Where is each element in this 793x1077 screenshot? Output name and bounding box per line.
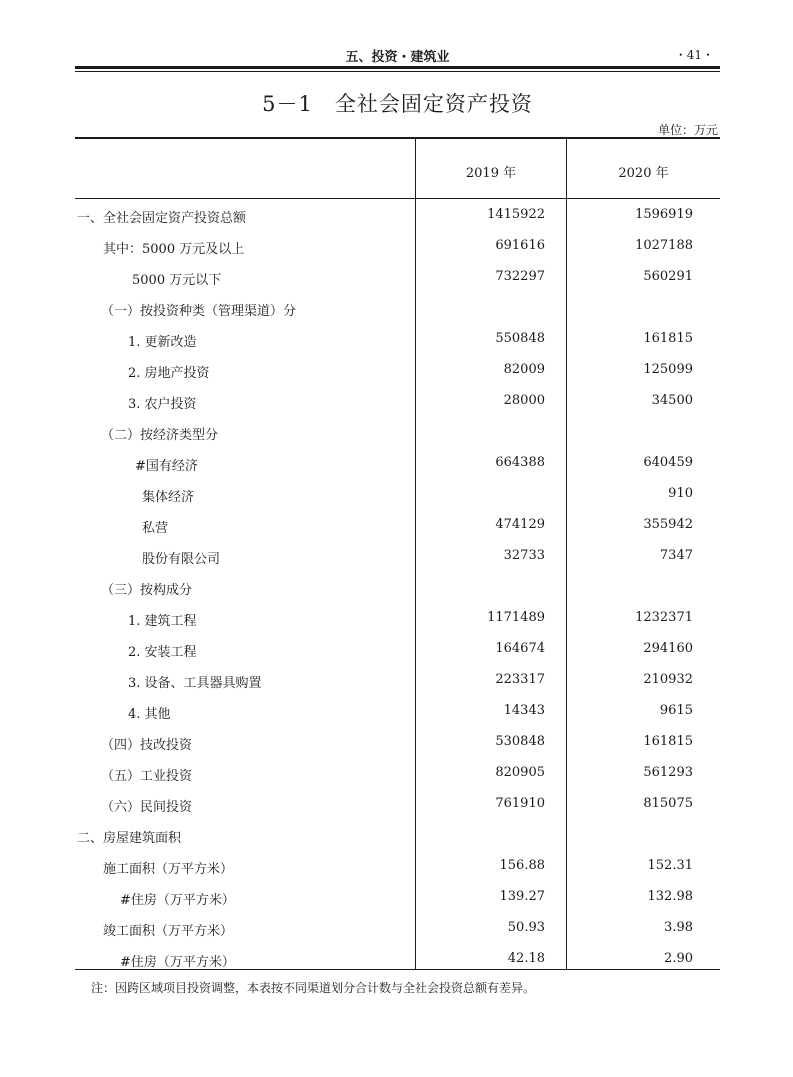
table-row	[75, 633, 720, 664]
table-row	[75, 726, 720, 757]
running-title: 五、投资・建筑业	[345, 50, 450, 65]
table-row	[75, 850, 720, 881]
row-label: （二）按经济类型分	[101, 428, 219, 443]
row-label: 2. 安装工程	[128, 645, 197, 660]
value-2019: 223317	[495, 672, 545, 687]
table-body	[75, 199, 720, 974]
value-2020: 294160	[643, 641, 693, 656]
row-label: 其中：5000 万元及以上	[103, 242, 245, 257]
value-2019: 28000	[503, 393, 545, 408]
value-2019: 530848	[495, 734, 545, 749]
value-2020: 132.98	[647, 889, 693, 904]
table-row	[75, 602, 720, 633]
header-rule-thin	[75, 71, 720, 72]
value-2020: 161815	[643, 734, 693, 749]
table-row	[75, 292, 720, 323]
column-header-2020: 2020 年	[618, 166, 669, 181]
value-2020: 561293	[643, 765, 693, 780]
row-label: 一、全社会固定资产投资总额	[77, 211, 247, 226]
page-number: ・41・	[674, 48, 714, 62]
value-2020: 2.90	[664, 951, 693, 966]
value-2020: 640459	[643, 455, 693, 470]
value-2020: 125099	[643, 362, 693, 377]
value-2019: 761910	[495, 796, 545, 811]
row-label: （三）按构成分	[101, 583, 193, 598]
row-label: 5000 万元以下	[132, 273, 222, 288]
table-row	[75, 912, 720, 943]
table-row	[75, 819, 720, 850]
row-label: 集体经济	[142, 490, 195, 505]
table-row	[75, 757, 720, 788]
value-2019: 550848	[495, 331, 545, 346]
value-2020: 815075	[643, 796, 693, 811]
row-label: 4. 其他	[128, 707, 171, 722]
row-label: 股份有限公司	[142, 552, 221, 567]
row-label: #住房（万平方米）	[120, 893, 235, 908]
value-2019: 50.93	[507, 920, 545, 935]
table-row	[75, 664, 720, 695]
header-rule-thick	[75, 66, 720, 69]
row-label: 施工面积（万平方米）	[103, 862, 234, 877]
value-2019: 32733	[503, 548, 545, 563]
column-header-2019: 2019 年	[465, 166, 517, 181]
row-label: 私营	[142, 521, 169, 536]
row-label: 1. 更新改造	[128, 335, 197, 350]
value-2019: 1171489	[487, 610, 545, 625]
value-2020: 152.31	[647, 858, 693, 873]
row-label: 1. 建筑工程	[128, 614, 197, 629]
table-row	[75, 478, 720, 509]
table-row	[75, 571, 720, 602]
value-2019: 139.27	[499, 889, 545, 904]
table-title: 5－1 全社会固定资产投资	[262, 92, 533, 116]
table-row	[75, 540, 720, 571]
value-2020: 1596919	[635, 207, 693, 222]
value-2020: 210932	[643, 672, 693, 687]
table-row	[75, 509, 720, 540]
value-2019: 664388	[495, 455, 545, 470]
table-row	[75, 416, 720, 447]
value-2020: 3.98	[664, 920, 693, 935]
value-2019: 164674	[495, 641, 545, 656]
value-2020: 34500	[651, 393, 693, 408]
value-2019: 14343	[503, 703, 545, 718]
value-2020: 1232371	[635, 610, 693, 625]
row-label: 3. 农户投资	[128, 397, 197, 412]
row-label: #国有经济	[135, 459, 198, 474]
row-label: #住房（万平方米）	[120, 955, 235, 970]
row-label: （一）按投资种类（管理渠道）分	[101, 304, 297, 319]
table-row	[75, 943, 720, 974]
value-2020: 9615	[659, 703, 693, 718]
table-row	[75, 695, 720, 726]
row-label: （四）技改投资	[101, 738, 193, 753]
table-row	[75, 447, 720, 478]
row-label: 二、房屋建筑面积	[77, 831, 182, 846]
table-top-rule	[75, 137, 720, 139]
table-row	[75, 354, 720, 385]
table-row	[75, 261, 720, 292]
value-2019: 42.18	[507, 951, 545, 966]
value-2019: 474129	[495, 517, 545, 532]
value-2019: 732297	[495, 269, 545, 284]
value-2020: 7347	[659, 548, 693, 563]
unit-label: 单位：万元	[657, 123, 718, 137]
table-row	[75, 199, 720, 230]
value-2020: 910	[668, 486, 693, 501]
table-row	[75, 788, 720, 819]
value-2019: 820905	[495, 765, 545, 780]
row-label: 3. 设备、工具器具购置	[128, 676, 262, 691]
table-row	[75, 881, 720, 912]
row-label: 竣工面积（万平方米）	[103, 924, 234, 939]
value-2019: 156.88	[499, 858, 545, 873]
value-2019: 1415922	[487, 207, 545, 222]
value-2020: 560291	[643, 269, 693, 284]
value-2020: 161815	[643, 331, 693, 346]
value-2020: 1027188	[635, 238, 693, 253]
row-label: （六）民间投资	[101, 800, 193, 815]
table-row	[75, 230, 720, 261]
footnote: 注：因跨区域项目投资调整，本表按不同渠道划分合计数与全社会投资总额有差异。	[91, 981, 536, 995]
value-2020: 355942	[643, 517, 693, 532]
value-2019: 82009	[503, 362, 545, 377]
value-2019: 691616	[495, 238, 545, 253]
table-row	[75, 385, 720, 416]
page-header	[75, 44, 720, 64]
data-table	[75, 137, 720, 970]
table-row	[75, 323, 720, 354]
row-label: 2. 房地产投资	[128, 366, 210, 381]
row-label: （五）工业投资	[101, 769, 193, 784]
